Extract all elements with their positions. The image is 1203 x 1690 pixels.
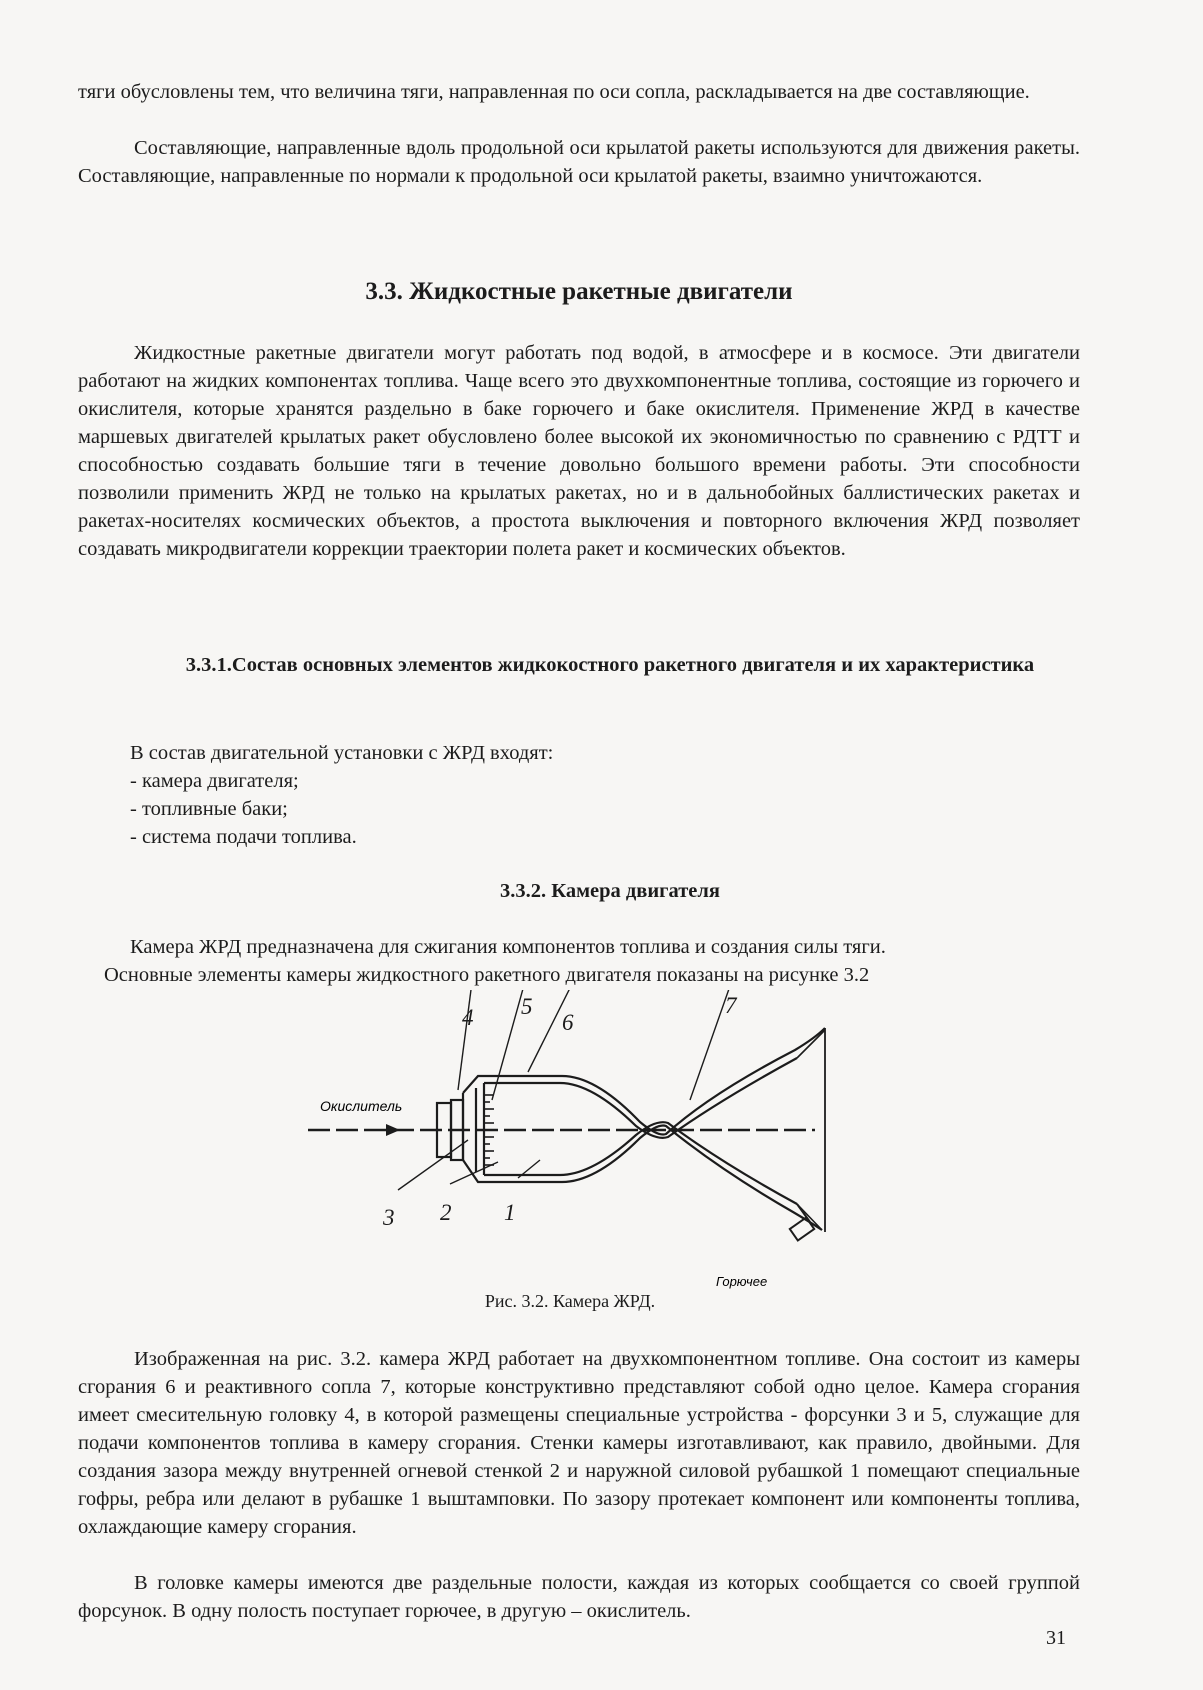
list-item: - камера двигателя; — [130, 770, 299, 792]
composition-list — [130, 739, 1030, 851]
outer-jacket — [463, 1028, 825, 1160]
figure-caption: Рис. 3.2. Камера ЖРД. — [484, 1291, 656, 1311]
list-item: - топливные баки; — [130, 798, 288, 820]
label-number-1: 1 — [504, 1200, 516, 1225]
paragraph-chamber-figure-ref: Основные элементы камеры жидкостного ракетного двигателя показаны на рисунке 3.2 — [104, 964, 870, 986]
paragraph-description: Изображенная на рис. 3.2. камера ЖРД работает на двухкомпонентном топливе. Она состоит из камеры сгорания 6 и реактивного сопла 7, которые конструктивно представляют собой одно целое. Камера сгорания имеет смесительную головку 4, в которой размещены специальные устройства - форсунки 3 и 5, служащие для подачи компонентов топлива в камеру сгорания. Стенки камеры изготавливают, как правило, двойными. Для создания зазора между внутренней огневой стенкой 2 и наружной силовой рубашкой 1 помещают специальные гофры, ребра или делают в рубашке 1 выштамповки. По зазору протекает компонент или компоненты топлива, охлаждающие камеру сгорания. — [78, 1348, 1080, 1538]
paragraph-head: В головке камеры имеются две раздельные полости, каждая из которых сообщается со своей группой форсунок. В одну полость поступает горючее, в другую – окислитель. — [78, 1572, 1080, 1622]
fuel-label: Горючее — [716, 1274, 768, 1289]
inner-fire-wall-lower — [484, 1122, 797, 1204]
subsection-title-chamber: 3.3.2. Камера двигателя — [500, 880, 720, 902]
paragraph-intro: тяги обусловлены тем, что величина тяги, направленная по оси сопла, раскладывается на две составляющие. — [78, 81, 1030, 103]
label-number-4: 4 — [462, 1005, 474, 1030]
label-number-5: 5 — [521, 994, 533, 1019]
label-number-7: 7 — [725, 993, 737, 1018]
label-number-6: 6 — [562, 1010, 574, 1035]
label-number-3: 3 — [383, 1205, 395, 1230]
section-title: 3.3. Жидкостные ракетные двигатели — [365, 278, 793, 305]
list-item: - система подачи топлива. — [130, 826, 357, 848]
figure-lre-chamber — [300, 990, 860, 1290]
paragraph-lre: Жидкостные ракетные двигатели могут работать под водой, в атмосфере и в космосе. Эти двигатели работают на жидких компонентах топлива. Чаще всего это двухкомпонентные топлива, состоящие из горючего и окислителя, которые хранятся раздельно в баке горючего и баке окислителя. Применение ЖРД в качестве маршевых двигателей крылатых ракет обусловлено более высокой их экономичностью по сравнению с РДТТ и способностью создавать большие тяги в течение довольно большого времени работы. Эти способности позволили применить ЖРД не только на крылатых ракетах, но и в дальнобойных баллистических ракетах и ракетах-носителях космических объектов, а простота выключения и повторного включения ЖРД позволяет создавать микродвигатели коррекции траектории полета ракет и космических объектов. — [78, 342, 1080, 560]
paragraph-components: Составляющие, направленные вдоль продольной оси крылатой ракеты используются для движения ракеты. Составляющие, направленные по нормали к продольной оси крылатой ракеты, взаимно уничтожаются. — [78, 137, 1080, 187]
page-number: 31 — [1046, 1627, 1066, 1649]
paragraph-chamber-purpose: Камера ЖРД предназначена для сжигания компонентов топлива и создания силы тяги. — [130, 936, 886, 958]
fuel-inlet — [790, 1204, 814, 1240]
outer-jacket-lower — [463, 1126, 822, 1231]
composition-intro: В состав двигательной установки с ЖРД входят: — [130, 742, 554, 764]
oxidizer-arrow — [386, 1124, 400, 1136]
inner-fire-wall — [484, 1058, 797, 1138]
subsection-title-composition: 3.3.1.Состав основных элементов жидкокостного ракетного двигателя и их характеристика — [185, 654, 1035, 676]
oxidizer-label: Окислитель — [320, 1098, 403, 1114]
label-number-2: 2 — [440, 1200, 452, 1225]
